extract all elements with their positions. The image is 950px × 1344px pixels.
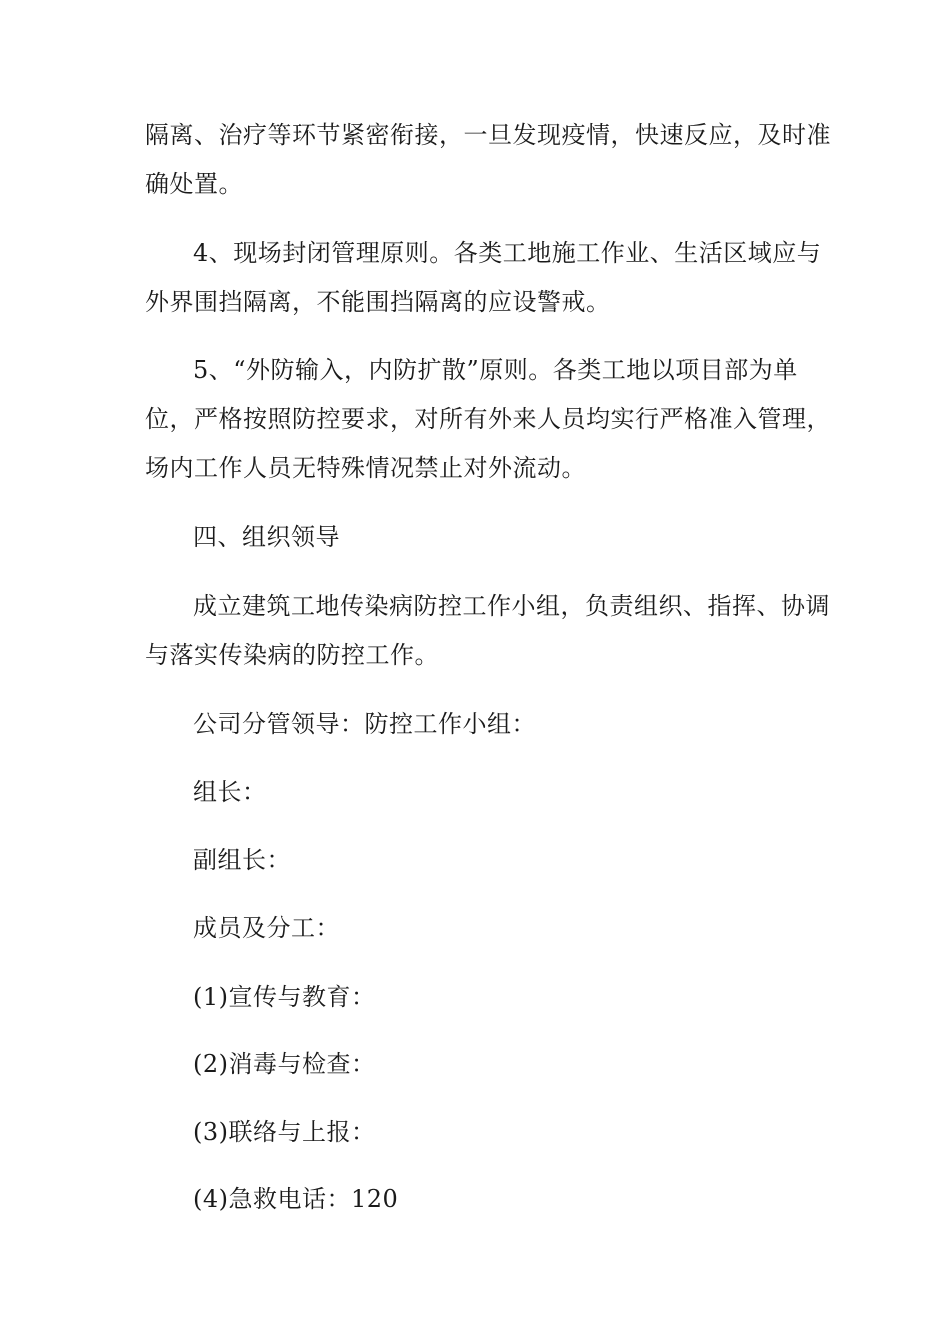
list-item: (4)急救电话：120 xyxy=(193,1185,399,1213)
text-line: 位，严格按照防控要求，对所有外来人员均实行严格准入管理， xyxy=(145,405,831,433)
text-line: 4、现场封闭管理原则。各类工地施工作业、生活区域应与 xyxy=(193,239,822,267)
text-line: 外界围挡隔离，不能围挡隔离的应设警戒。 xyxy=(145,288,611,316)
text-line: 组长： xyxy=(193,778,267,806)
text-line: 场内工作人员无特殊情况禁止对外流动。 xyxy=(145,454,586,482)
text-line: 成立建筑工地传染病防控工作小组，负责组织、指挥、协调 xyxy=(193,592,830,620)
section-heading: 四、组织领导 xyxy=(193,523,340,551)
list-item: (1)宣传与教育： xyxy=(193,983,376,1011)
text-line: 公司分管领导：防控工作小组： xyxy=(193,710,536,738)
list-item: (3)联络与上报： xyxy=(193,1118,376,1146)
text-line: 与落实传染病的防控工作。 xyxy=(145,641,439,669)
text-line: 隔离、治疗等环节紧密衔接，一旦发现疫情，快速反应，及时准 xyxy=(145,121,831,149)
text-line: 5、“外防输入，内防扩散”原则。各类工地以项目部为单 xyxy=(193,356,798,384)
list-item: (2)消毒与检查： xyxy=(193,1050,376,1078)
text-line: 副组长： xyxy=(193,846,291,874)
text-line: 成员及分工： xyxy=(193,914,340,942)
text-line: 确处置。 xyxy=(145,170,243,198)
